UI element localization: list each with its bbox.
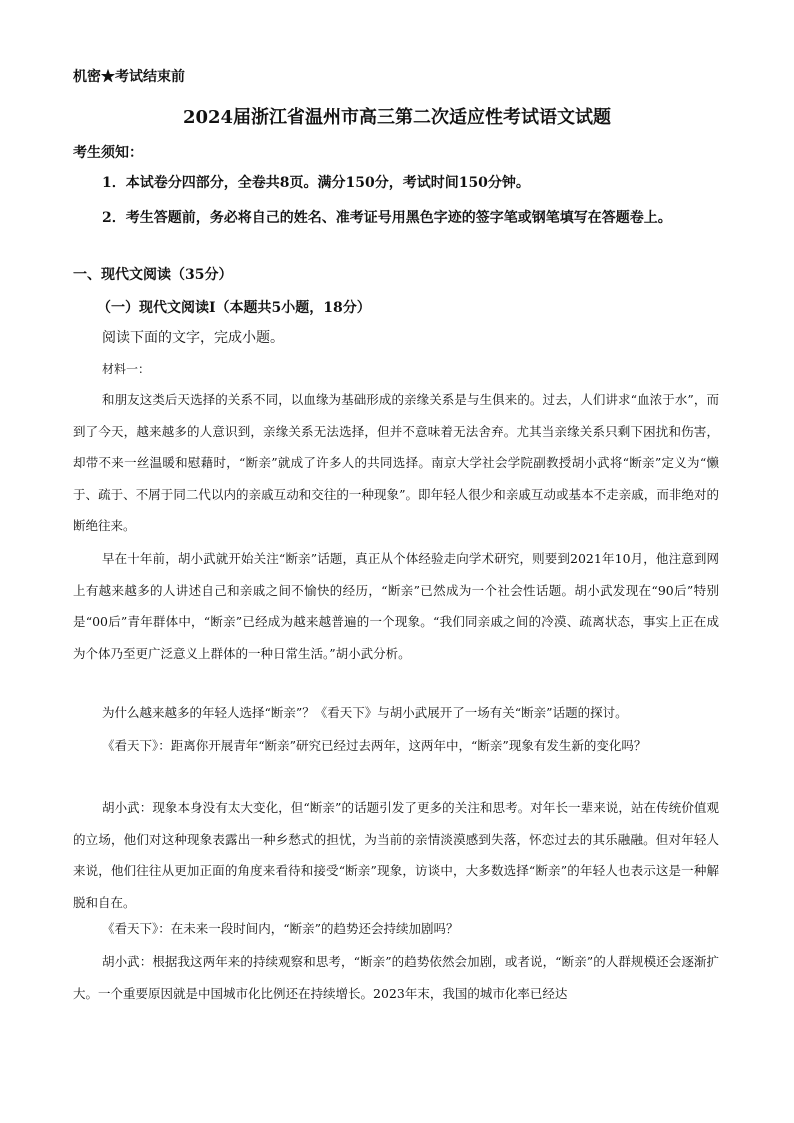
notice-item-1: 1．本试卷分四部分，全卷共8页。满分150分，考试时间150分钟。 [102, 175, 530, 191]
subsection-heading: （一）现代文阅读Ⅰ（本题共5小题，18分） [97, 300, 371, 316]
page-title: 2024届浙江省温州市高三第二次适应性考试语文试题 [182, 107, 612, 128]
paragraph: 为什么越来越多的年轻人选择“断亲”？《看天下》与胡小武展开了一场有关“断亲”话题的探讨。 [102, 705, 628, 720]
notice-item-2: 2．考生答题前，务必将自己的姓名、准考证号用黑色字迹的签字笔或钢笔填写在答题卷上。 [102, 210, 672, 226]
notice-heading: 考生须知： [73, 145, 143, 161]
reading-instruction: 阅读下面的文字，完成小题。 [102, 329, 284, 345]
paragraph: 和朋友这类后天选择的关系不同，以血缘为基础形成的亲缘关系是与生俱来的。过去，人们讲求“血浓于水”，而到了今天，越来越多的人意识到，亲缘关系无法选择，但并不意味着无法舍弃。尤其当亲缘关系只剩下困扰和伤害，却带不来一丝温暖和慰藉时，“断亲”就成了许多人的共同选择。南京大学社会学院副教授胡小武将“断亲”定义为“懒于、疏于、不屑于同二代以内的亲戚互动和交往的一种现象”。即年轻人很少和亲戚互动或基本不走亲戚，而非绝对的断绝往来。 [73, 392, 719, 533]
paragraph: 胡小武：现象本身没有太大变化，但“断亲”的话题引发了更多的关注和思考。对年长一辈来说，站在传统价值观的立场，他们对这种现象表露出一种乡愁式的担忧，为当前的亲情淡漠感到失落，怀恋过去的其乐融融。但对年轻人来说，他们往往从更加正面的角度来看待和接受“断亲”现象，访谈中，大多数选择“断亲”的年轻人也表示这是一种解脱和自在。 [73, 800, 719, 910]
paragraph: 早在十年前，胡小武就开始关注“断亲”话题，真正从个体经验走向学术研究，则要到2021年10月，他注意到网上有越来越多的人讲述自己和亲戚之间不愉快的经历，“断亲”已然成为一个社会性话题。胡小武发现在“90后”特别是“00后”青年群体中，“断亲”已经成为越来越普遍的一个现象。“我们同亲戚之间的冷漠、疏离状态，事实上正在成为个体乃至更广泛意义上群体的一种日常生活。”胡小武分析。 [73, 551, 719, 661]
confidential-label: 机密★考试结束前 [73, 69, 185, 85]
section-heading: 一、现代文阅读（35分） [73, 267, 233, 283]
paragraph: 《看天下》：在未来一段时间内，“断亲”的趋势还会持续加剧吗？ [102, 921, 459, 936]
material-label: 材料一： [102, 362, 151, 376]
paragraph: 《看天下》：距离你开展青年“断亲”研究已经过去两年，这两年中，“断亲”现象有发生新的变化吗？ [102, 738, 647, 753]
paragraph: 胡小武：根据我这两年来的持续观察和思考，“断亲”的趋势依然会加剧，或者说，“断亲”的人群规模还会逐渐扩大。一个重要原因就是中国城市化比例还在持续增长。2023年末，我国的城市化率已经达 [73, 954, 719, 1001]
